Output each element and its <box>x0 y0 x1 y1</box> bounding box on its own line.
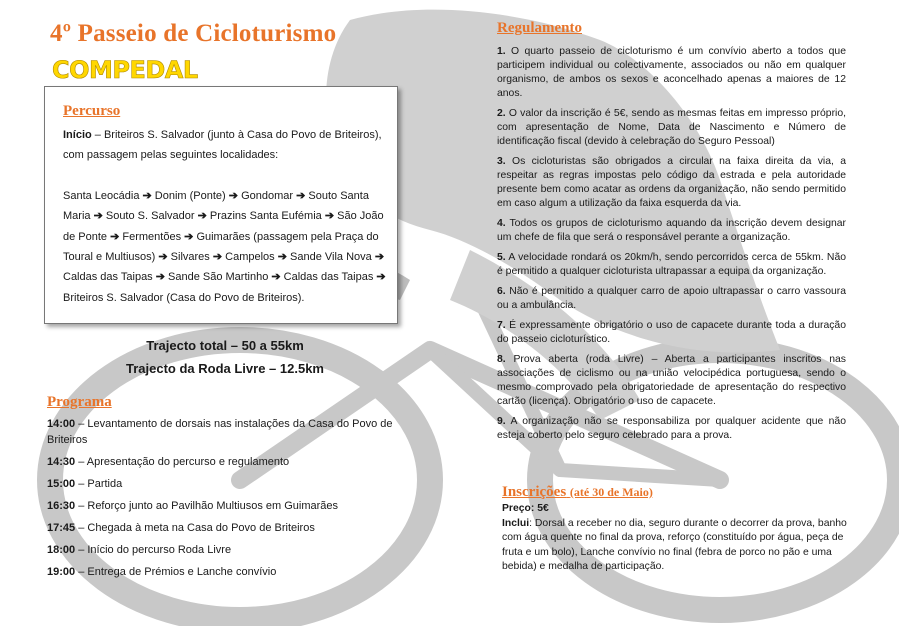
programa-item <box>47 542 397 558</box>
regulamento-text: O quarto passeio de cicloturismo é um convívio aberto a todos que participem individual ou colectivamente, associados ou não em qualquer organismo, de ambos os sexos e aconcelhado apenas a maiores de 12 anos. <box>497 46 846 99</box>
programa-item <box>47 416 397 448</box>
programa-text: – Levantamento de dorsais nas instalações da Casa do Povo de Briteiros <box>47 418 393 446</box>
inclui-label: Inclui <box>502 517 530 529</box>
regulamento-list <box>497 45 846 449</box>
regulamento-item <box>497 319 846 347</box>
arrow-right-icon: ➔ <box>293 189 309 202</box>
percurso-box <box>44 86 398 324</box>
route-location: Briteiros S. Salvador (Casa do Povo de Briteiros). <box>63 291 305 304</box>
regulamento-item <box>497 251 846 279</box>
route-location: Gondomar <box>241 189 294 202</box>
regulamento-text: Não é permitido a qualquer carro de apoio ultrapassar o carro vassoura ou a ambulância. <box>497 286 846 311</box>
route-location: Campelos <box>225 251 275 264</box>
regulamento-item <box>497 155 846 211</box>
route-location: São João de Ponte <box>63 210 384 243</box>
regulamento-number: 7. <box>497 320 506 331</box>
route-location: Donim (Ponte) <box>154 189 226 202</box>
arrow-right-icon: ➔ <box>155 251 171 264</box>
route-location: Prazins Santa Eufémia <box>209 210 322 223</box>
programa-time: 15:00 <box>47 478 76 490</box>
regulamento-number: 6. <box>497 286 506 297</box>
route-location: Souto Santa Maria <box>63 189 369 223</box>
regulamento-text: Todos os grupos de cicloturismo aquando da inscrição devem designar um chefe de fila que será o responsável perante a organização. <box>497 218 846 243</box>
regulamento-text: A organização não se responsabiliza por qualquer acidente que não esteja coberto pelo seguro celebrado para a prova. <box>497 416 846 441</box>
route-location: Souto S. Salvador <box>105 210 195 223</box>
route-location: Caldas das Taipas <box>63 271 153 284</box>
arrow-right-icon: ➔ <box>373 271 386 284</box>
programa-text: – Chegada à meta na Casa do Povo de Briteiros <box>75 522 315 534</box>
arrow-right-icon: ➔ <box>321 210 338 223</box>
programa-item <box>47 476 397 492</box>
route-location: Fermentões <box>122 230 182 243</box>
regulamento-text: Prova aberta (roda Livre) – Aberta a participantes inscritos nas associações de ciclismo ou na união velocipédica portuguesa, sendo o mesmo comprovado pela obrigatoriedade de apresentação do respectivo cartão (licença). Obrigatório o uso de capacete. <box>497 354 846 407</box>
route-location: Guimarães (passagem pela Praça do Toural e Multiusos) <box>63 230 379 264</box>
regulamento-item <box>497 285 846 313</box>
programa-item <box>47 564 397 580</box>
inclui-text: : Dorsal a receber no dia, seguro durante o decorrer da prova, banho com água quente no final da prova, reforço (constituído por água, peça de fruta e um bolo), Lanche convívio no final (febra de porco no pão e uma bebida) e medalha de participação. <box>502 517 847 572</box>
programa-time: 14:30 <box>47 456 76 468</box>
inscricoes-deadline: (até 30 de Maio) <box>569 485 653 499</box>
arrow-right-icon: ➔ <box>152 271 169 284</box>
programa-item <box>47 454 397 470</box>
regulamento-text: Os cicloturistas são obrigados a circular na faixa direita da via, a respeitar as regras impostas pelo código da estrada e pela autoridade presente bem como acatar as ordens da organização, não sendo permitido em caso algum a utilização da faixa esquerda da via. <box>497 156 846 209</box>
spacer <box>63 166 393 186</box>
inscricoes-text <box>502 502 847 575</box>
arrow-right-icon: ➔ <box>371 251 385 264</box>
programa-item <box>47 498 397 514</box>
regulamento-item <box>497 353 846 409</box>
regulamento-text: É expressamente obrigatório o uso de capacete durante toda a duração do passeio cicloturístico. <box>497 320 846 345</box>
regulamento-number: 3. <box>497 156 506 167</box>
percurso-text <box>63 125 393 308</box>
arrow-right-icon: ➔ <box>181 230 197 243</box>
regulamento-number: 1. <box>497 46 506 57</box>
arrow-right-icon: ➔ <box>274 251 291 264</box>
percurso-route <box>63 186 393 308</box>
arrow-right-icon: ➔ <box>90 210 106 223</box>
arrow-right-icon: ➔ <box>209 251 226 264</box>
route-location: Sande São Martinho <box>168 271 269 284</box>
trajecto-roda-livre: Trajecto da Roda Livre – 12.5km <box>126 361 324 376</box>
compedal-logo: COMPEDAL <box>52 56 198 84</box>
programa-time: 19:00 <box>47 566 76 578</box>
regulamento-heading: Regulamento <box>497 20 582 36</box>
inscricoes-heading <box>502 484 653 501</box>
regulamento-number: 9. <box>497 416 506 427</box>
programa-time: 18:00 <box>47 544 76 556</box>
programa-text: – Partida <box>75 478 123 490</box>
regulamento-number: 4. <box>497 218 506 229</box>
trajecto-total: Trajecto total – 50 a 55km <box>146 338 304 353</box>
regulamento-number: 8. <box>497 354 506 365</box>
arrow-right-icon: ➔ <box>225 189 242 202</box>
programa-time: 16:30 <box>47 500 76 512</box>
programa-heading: Programa <box>47 394 112 410</box>
regulamento-item <box>497 415 846 443</box>
arrow-right-icon: ➔ <box>107 230 123 243</box>
percurso-intro-text: – Briteiros S. Salvador (junto à Casa do Povo de Briteiros), com passagem pelas seguintes localidades: <box>63 129 382 162</box>
arrow-right-icon: ➔ <box>268 271 284 284</box>
regulamento-text: A velocidade rondará os 20km/h, sendo percorridos cerca de 55km. Não é permitido a qualquer cicloturista ultrapassar a equipa da organização. <box>497 252 846 277</box>
percurso-heading: Percurso <box>63 103 121 119</box>
programa-text: – Entrega de Prémios e Lanche convívio <box>75 566 277 578</box>
route-location: Silvares <box>170 251 210 264</box>
route-location: Caldas das Taipas <box>283 271 374 284</box>
regulamento-number: 2. <box>497 108 506 119</box>
route-location: Santa Leocádia <box>63 189 140 202</box>
programa-text: – Apresentação do percurso e regulamento <box>75 456 290 468</box>
regulamento-number: 5. <box>497 252 506 263</box>
programa-item <box>47 520 397 536</box>
preco <box>502 502 847 517</box>
route-location: Sande Vila Nova <box>290 251 372 264</box>
percurso-intro <box>63 125 393 166</box>
programa-list <box>47 416 397 586</box>
regulamento-text: O valor da inscrição é 5€, sendo as mesmas feitas em impresso próprio, com apresentação de Nome, Data de Nascimento e Número de identificação fiscal (devido à celebração do Seguro Pessoal) <box>497 108 846 147</box>
inscricoes-title: Inscrições <box>502 484 567 500</box>
arrow-right-icon: ➔ <box>139 189 155 202</box>
programa-time: 14:00 <box>47 418 76 430</box>
programa-text: – Reforço junto ao Pavilhão Multiusos em Guimarães <box>75 500 339 512</box>
inclui <box>502 517 847 575</box>
preco-label: Preço: 5€ <box>502 503 549 514</box>
regulamento-item <box>497 107 846 149</box>
page-title: 4º Passeio de Cicloturismo <box>50 20 337 47</box>
programa-time: 17:45 <box>47 522 76 534</box>
programa-text: – Início do percurso Roda Livre <box>75 544 232 556</box>
regulamento-item <box>497 217 846 245</box>
percurso-intro-label: Início <box>63 129 92 141</box>
arrow-right-icon: ➔ <box>194 210 210 223</box>
regulamento-item <box>497 45 846 101</box>
